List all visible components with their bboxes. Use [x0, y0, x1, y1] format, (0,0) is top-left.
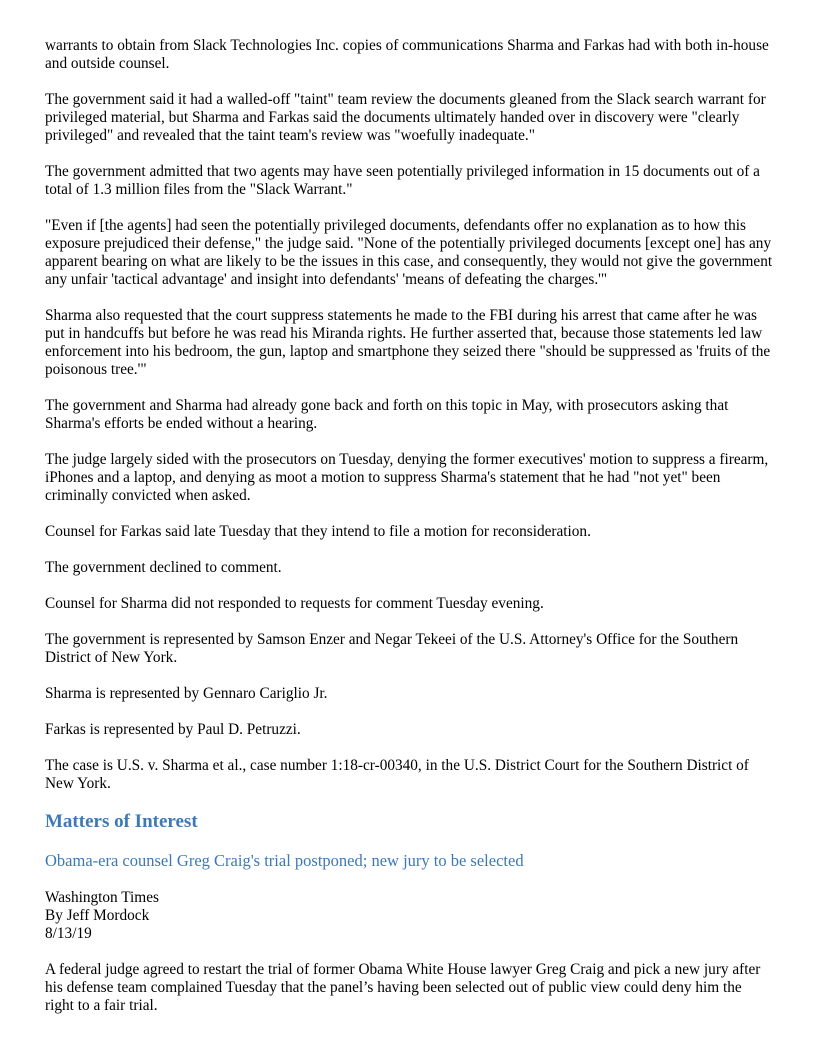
article-paragraph: Counsel for Farkas said late Tuesday that they intend to file a motion for reconsideration. — [45, 523, 591, 540]
article-author: By Jeff Mordock — [45, 907, 150, 924]
article-date: 8/13/19 — [45, 925, 92, 942]
article-paragraph: warrants to obtain from Slack Technologies Inc. copies of communications Sharma and Farkas had with both in-house and outside counsel. — [45, 37, 769, 72]
article-paragraph: Counsel for Sharma did not responded to requests for comment Tuesday evening. — [45, 595, 544, 612]
article-source: Washington Times — [45, 889, 159, 906]
article-paragraph: Farkas is represented by Paul D. Petruzzi. — [45, 721, 301, 738]
article-paragraph: The case is U.S. v. Sharma et al., case number 1:18-cr-00340, in the U.S. District Court for the Southern District of New York. — [45, 757, 749, 792]
article-paragraph: "Even if [the agents] had seen the potentially privileged documents, defendants offer no explanation as to how this exposure prejudiced their defense," the judge said. "None of the potentially privileged documents [except one] has any apparent bearing on what are likely to be the issues in this case, and consequently, they would not give the government any unfair 'tactical advantage' and insight into defendants' 'means of defeating the charges.'" — [45, 217, 773, 288]
article-byline — [45, 889, 773, 943]
article-paragraph: Sharma also requested that the court suppress statements he made to the FBI during his arrest that came after he was put in handcuffs but before he was read his Miranda rights. He further asserted that, because those statements led law enforcement into his bedroom, the gun, laptop and smartphone they seized there "should be suppressed as 'fruits of the poisonous tree.'" — [45, 307, 771, 378]
section-heading-matters-of-interest: Matters of Interest — [45, 811, 198, 832]
article-paragraph: Sharma is represented by Gennaro Cariglio Jr. — [45, 685, 328, 702]
article-paragraph: The government admitted that two agents may have seen potentially privileged information in 15 documents out of a total of 1.3 million files from the "Slack Warrant." — [45, 163, 760, 198]
article-lead-paragraph: A federal judge agreed to restart the trial of former Obama White House lawyer Greg Craig and pick a new jury after his defense team complained Tuesday that the panel’s having been selected out of public view could deny him the right to a fair trial. — [45, 961, 761, 1014]
article-paragraph: The government said it had a walled-off "taint" team review the documents gleaned from the Slack search warrant for privileged material, but Sharma and Farkas said the documents ultimately handed over in discovery were "clearly privileged" and revealed that the taint team's review was "woefully inadequate." — [45, 91, 766, 144]
article-paragraph: The government is represented by Samson Enzer and Negar Tekeei of the U.S. Attorney's Office for the Southern District of New York. — [45, 631, 739, 666]
document-page — [45, 37, 773, 1033]
article-title-link[interactable]: Obama-era counsel Greg Craig's trial postponed; new jury to be selected — [45, 851, 524, 870]
article-paragraph: The government and Sharma had already gone back and forth on this topic in May, with prosecutors asking that Sharma's efforts be ended without a hearing. — [45, 397, 729, 432]
article-paragraph: The government declined to comment. — [45, 559, 282, 576]
article-paragraph: The judge largely sided with the prosecutors on Tuesday, denying the former executives' motion to suppress a firearm, iPhones and a laptop, and denying as moot a motion to suppress Sharma's statement that he had "not yet" been criminally convicted when asked. — [45, 451, 769, 504]
